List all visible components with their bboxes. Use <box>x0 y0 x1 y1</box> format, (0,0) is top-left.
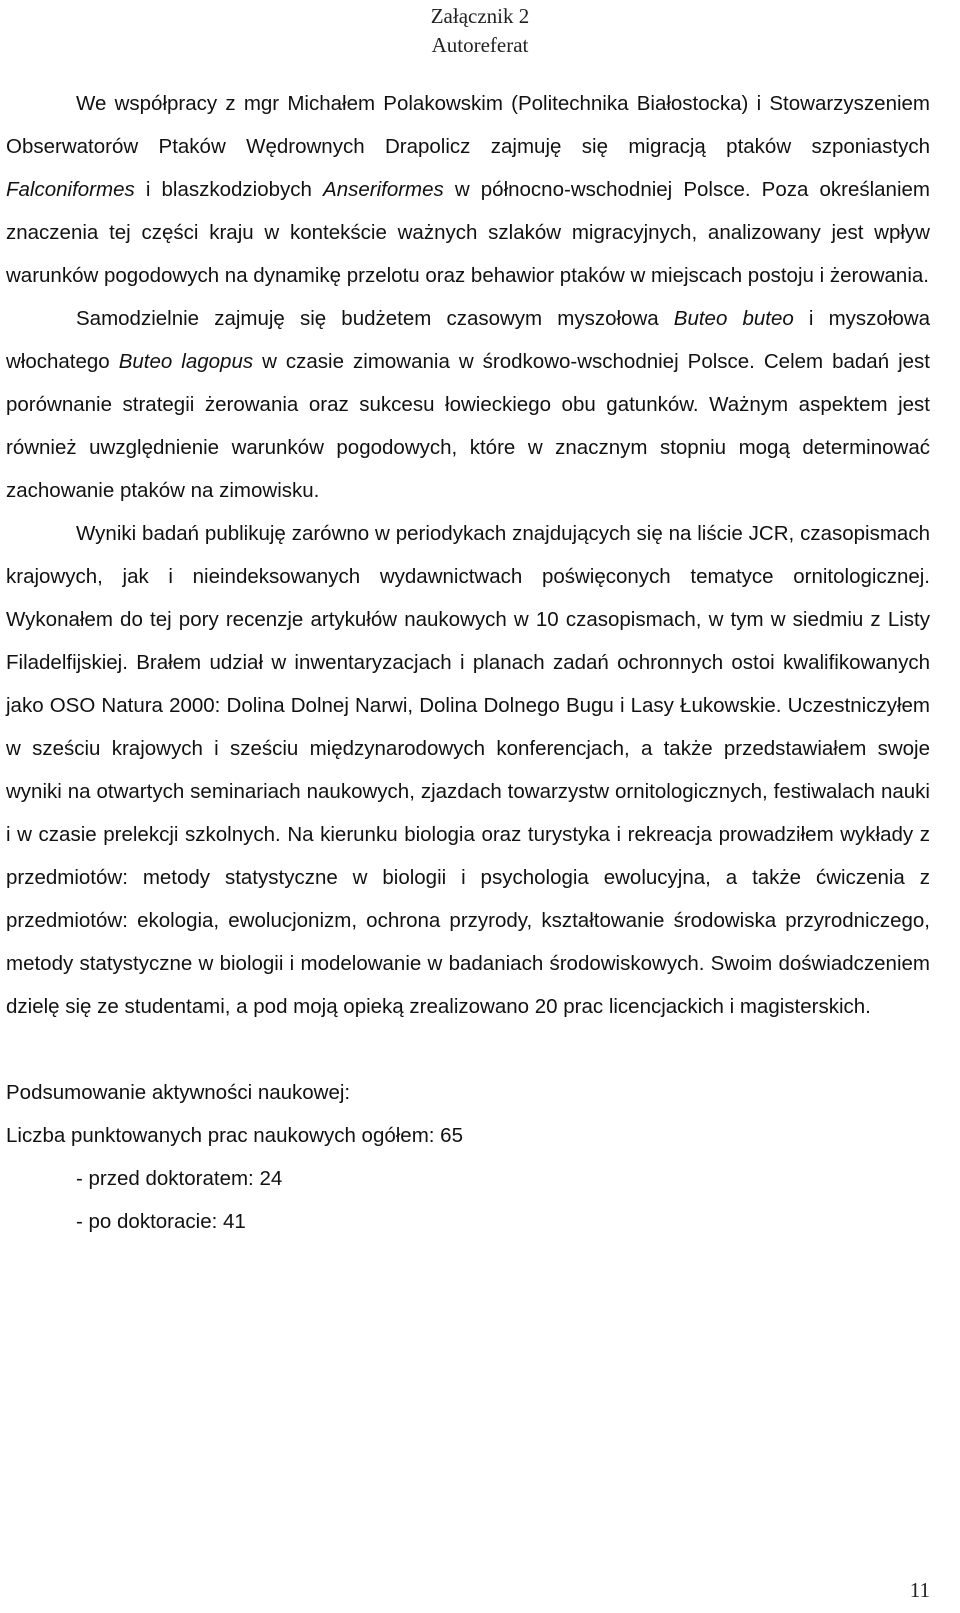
page-number: 11 <box>909 1578 930 1602</box>
paragraph-publications: Wyniki badań publikuję zarówno w periodykach znajdujących się na liście JCR, czasopismach krajowych, jak i nieindeksowanych wydawnictwach poświęconych tematyce ornitologicznej. Wykonałem do tej pory recenzje artykułów naukowych w 10 czasopismach, w tym w siedmiu z Listy Filadelfijskiej. Brałem udział w inwentaryzacjach i planach zadań ochronnych ostoi kwalifikowanych jako OSO Natura 2000: Dolina Dolnej Narwi, Dolina Dolnego Bugu i Lasy Łukowskie. Uczestniczyłem w sześciu krajowych i sześciu międzynarodowych konferencjach, a także przedstawiałem swoje wyniki na otwartych seminariach naukowych, zjazdach towarzystw ornitologicznych, festiwalach nauki i w czasie prelekcji szkolnych. Na kierunku biologia oraz turystyka i rekreacja prowadziłem wykłady z przedmiotów: metody statystyczne w biologii i psychologia ewolucyjna, a także ćwiczenia z przedmiotów: ekologia, ewolucjonizm, ochrona przyrody, kształtowanie środowiska przyrodniczego, metody statystyczne w biologii i modelowanie w badaniach środowiskowych. Swoim doświadczeniem dzielę się ze studentami, a pod moją opieką zrealizowano 20 prac licencjackich i magisterskich. <box>6 522 930 1018</box>
summary-after-phd: - po doktoracie: 41 <box>76 1210 246 1233</box>
page-header <box>0 2 960 60</box>
text-run: w czasie zimowania w środkowo-wschodniej Polsce. Celem badań jest porównanie strategii żerowania oraz sukcesu łowieckiego obu gatunków. Ważnym aspektem jest również uwzględnienie warunków pogodowych, które w znacznym stopniu mogą determinować zachowanie ptaków na zimowisku. <box>6 350 931 502</box>
text-run: i blaszkodziobych <box>134 178 324 201</box>
text-run: i myszołowa włochatego <box>6 307 930 373</box>
document-title: Autoreferat <box>431 33 529 57</box>
taxon-name: Buteo lagopus <box>118 350 254 373</box>
summary-total: Liczba punktowanych prac naukowych ogółem: 65 <box>6 1124 463 1147</box>
taxon-name: Buteo buteo <box>673 307 794 330</box>
taxon-name: Falconiformes <box>6 178 135 201</box>
paragraph-time-budget <box>6 297 930 512</box>
summary-heading: Podsumowanie aktywności naukowej: <box>6 1081 351 1104</box>
taxon-name: Anseriformes <box>323 178 444 201</box>
summary-before-phd: - przed doktoratem: 24 <box>76 1167 283 1190</box>
paragraph-migration <box>6 82 930 297</box>
document-body <box>6 82 930 1243</box>
summary-section <box>6 1071 930 1243</box>
text-run: w północno-wschodniej Polsce. Poza określaniem znaczenia tej części kraju w kontekście ważnych szlaków migracyjnych, analizowany jest wpływ warunków pogodowych na dynamikę przelotu oraz behawior ptaków w miejscach postoju i żerowania. <box>6 178 930 287</box>
text-run: Samodzielnie zajmuję się budżetem czasowym myszołowa <box>76 307 674 330</box>
attachment-label: Załącznik 2 <box>430 4 530 28</box>
text-run: We współpracy z mgr Michałem Polakowskim (Politechnika Białostocka) i Stowarzyszeniem Obserwatorów Ptaków Wędrownych Drapolicz zajmuję się migracją ptaków szponiastych <box>6 92 930 158</box>
